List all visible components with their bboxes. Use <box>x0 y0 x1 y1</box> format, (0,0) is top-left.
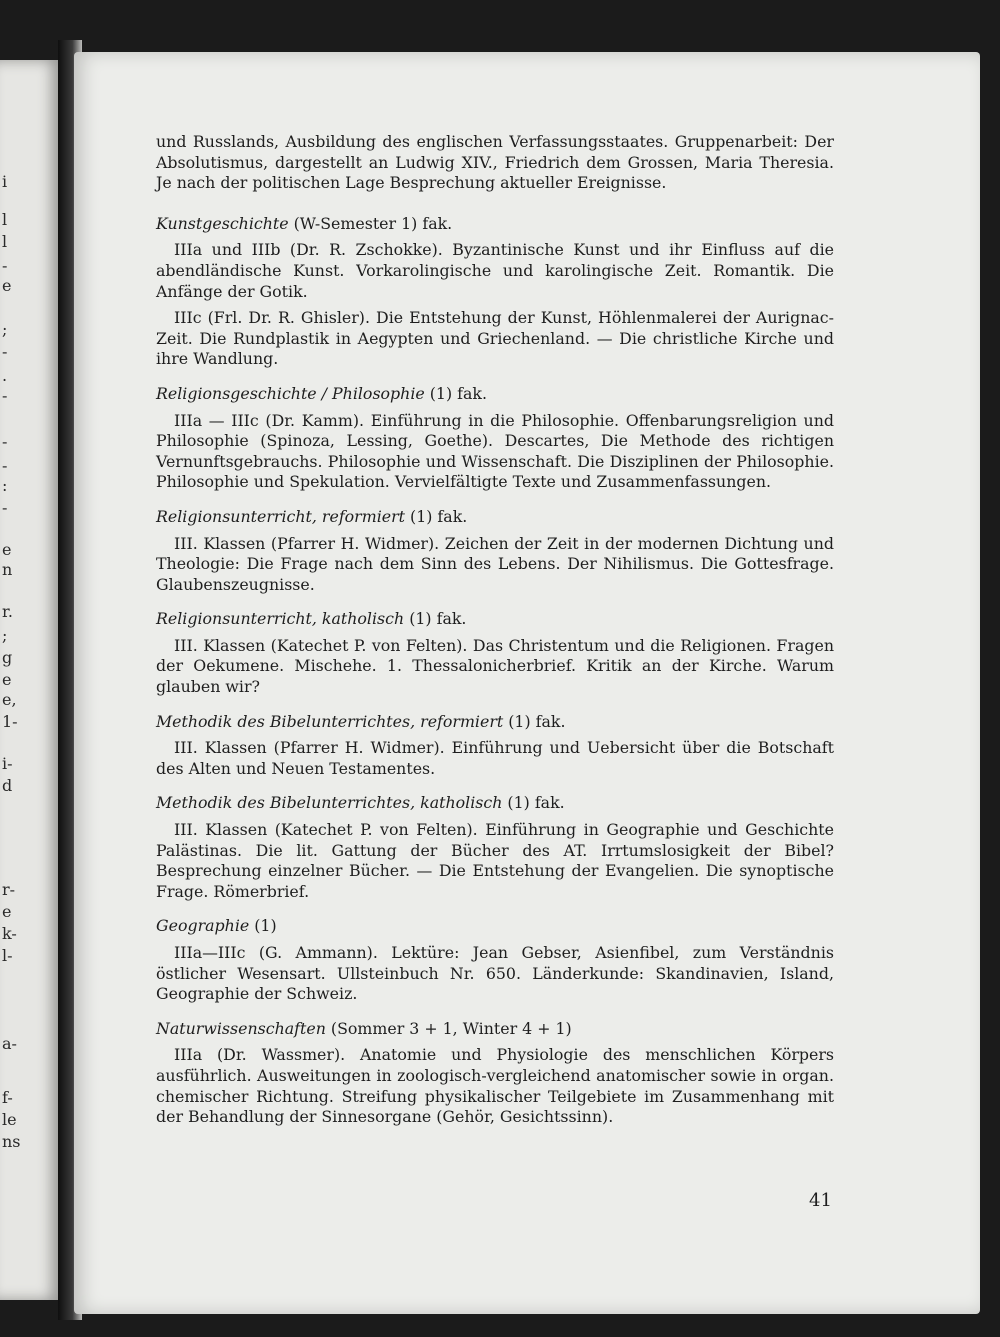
section-title: Religionsgeschichte / Philosophie <box>156 383 425 403</box>
section-naturwissenschaften <box>156 1019 834 1128</box>
section-methodik-reformiert <box>156 712 834 780</box>
section-geographie <box>156 916 834 1004</box>
section-title-suffix: (1) fak. <box>502 793 565 813</box>
section-heading <box>156 384 834 405</box>
section-religionsunterricht-reformiert <box>156 507 834 595</box>
section-paragraph: III. Klassen (Pfarrer H. Widmer). Einführung und Uebersicht über die Botschaft des Alten und Neuen Testamentes. <box>156 738 834 778</box>
section-title-suffix: (W-Semester 1) fak. <box>288 213 453 233</box>
section-kunstgeschichte <box>156 214 834 370</box>
section-paragraph: IIIa (Dr. Wassmer). Anatomie und Physiologie des menschlichen Körpers ausführlich. Ausweitungen in zoologisch-vergleichend anatomischer sowie in organ. chemischer Richtung. Streifung physikalischer Teilgebiete im Zusammenhang mit der Behandlung der Sinnesorgane (Gehör, Gesichtssinn). <box>156 1045 834 1127</box>
left-fragment: r. <box>2 602 13 621</box>
section-paragraph: IIIc (Frl. Dr. R. Ghisler). Die Entstehung der Kunst, Höhlenmalerei der Aurignac-Zeit. Die Rundplastik in Aegypten und Griechenland. — Die christliche Kirche und ihre Wandlung. <box>156 308 834 369</box>
section-title: Methodik des Bibelunterrichtes, katholisch <box>156 793 503 813</box>
left-fragment: e, <box>2 690 17 709</box>
left-fragment: : <box>2 476 8 495</box>
left-fragment: l- <box>2 946 13 965</box>
left-fragment: - <box>2 342 8 361</box>
page-text-column <box>156 132 834 1142</box>
section-paragraph: III. Klassen (Pfarrer H. Widmer). Zeichen der Zeit in der modernen Dichtung und Theologie: Die Frage nach dem Sinn des Lebens. Der Nihilismus. Die Gottesfrage. Glaubenszeugnisse. <box>156 533 834 594</box>
left-fragment: l <box>2 232 8 251</box>
left-fragment: r- <box>2 880 16 899</box>
section-heading <box>156 712 834 733</box>
section-heading <box>156 793 834 814</box>
section-heading <box>156 507 834 528</box>
section-heading <box>156 916 834 937</box>
section-title: Geographie <box>156 916 250 936</box>
section-title-suffix: (1) fak. <box>404 609 467 629</box>
section-title: Religionsunterricht, katholisch <box>156 609 405 629</box>
left-fragment: 1- <box>2 712 18 731</box>
section-heading <box>156 214 834 235</box>
left-fragment: - <box>2 498 8 517</box>
left-fragment: d <box>2 776 13 795</box>
left-fragment: f- <box>2 1088 13 1107</box>
section-title-suffix: (1) fak. <box>424 383 488 403</box>
left-fragment: n <box>2 560 13 579</box>
section-title: Kunstgeschichte <box>156 213 289 233</box>
left-fragment: - <box>2 456 8 475</box>
left-fragment: a- <box>2 1034 17 1053</box>
left-fragment: g <box>2 648 13 667</box>
section-heading <box>156 609 834 630</box>
section-religionsgeschichte-philosophie <box>156 384 834 493</box>
left-fragment: . <box>2 366 8 385</box>
section-paragraph: III. Klassen (Katechet P. von Felten). Einführung in Geographie und Geschichte Palästinas. Die lit. Gattung der Bücher des AT. Irrtumslosigkeit der Bibel? Besprechung einzelner Bücher. — Die Entstehung der Evangelien. Die synoptische Frage. Römerbrief. <box>156 820 834 901</box>
left-fragment: e <box>2 670 12 689</box>
section-methodik-katholisch <box>156 793 834 902</box>
section-religionsunterricht-katholisch <box>156 609 834 697</box>
section-paragraph: IIIa—IIIc (G. Ammann). Lektüre: Jean Gebser, Asienfibel, zum Verständnis östlicher Wesensart. Ullsteinbuch Nr. 650. Länderkunde: Skandinavien, Island, Geographie der Schweiz. <box>156 943 834 1004</box>
intro-paragraph: und Russlands, Ausbildung des englischen Verfassungsstaates. Gruppenarbeit: Der Absolutismus, dargestellt an Ludwig XIV., Friedrich dem Grossen, Maria Theresia. Je nach der politischen Lage Besprechung aktueller Ereignisse. <box>156 132 834 193</box>
left-fragment: e <box>2 902 12 921</box>
section-title-suffix: (1) fak. <box>405 506 468 526</box>
left-fragment: k- <box>2 924 17 943</box>
left-fragment: e <box>2 276 12 295</box>
section-paragraph: IIIa — IIIc (Dr. Kamm). Einführung in die Philosophie. Offenbarungsreligion und Philosophie (Spinoza, Lessing, Goethe). Descartes, Die Methode des richtigen Vernunftsgebrauchs. Philosophie und Wissenschaft. Die Disziplinen der Philosophie. Philosophie und Spekulation. Vervielfältigte Texte und Zusammenfassungen. <box>156 410 834 492</box>
left-fragment: i <box>2 172 8 191</box>
left-fragment: ; <box>2 320 8 339</box>
right-page <box>74 52 980 1314</box>
left-fragment: - <box>2 432 8 451</box>
left-page-edge <box>0 60 62 1300</box>
section-title-suffix: (Sommer 3 + 1, Winter 4 + 1) <box>325 1018 572 1038</box>
section-title: Religionsunterricht, reformiert <box>156 506 406 526</box>
page-number: 41 <box>809 1190 832 1211</box>
left-fragment: e <box>2 540 12 559</box>
left-fragment: - <box>2 386 8 405</box>
left-fragment: ns <box>2 1132 21 1151</box>
section-paragraph: III. Klassen (Katechet P. von Felten). Das Christentum und die Religionen. Fragen der Oekumene. Mischehe. 1. Thessalonicherbrief. Kritik an der Kirche. Warum glauben wir? <box>156 635 834 697</box>
left-fragment: ; <box>2 626 8 645</box>
section-paragraph: IIIa und IIIb (Dr. R. Zschokke). Byzantinische Kunst und ihr Einfluss auf die abendländische Kunst. Vorkarolingische und karolingische Zeit. Romantik. Die Anfänge der Gotik. <box>156 240 834 301</box>
section-title: Naturwissenschaften <box>156 1018 326 1038</box>
section-title-suffix: (1) fak. <box>503 711 566 731</box>
left-fragment: i- <box>2 754 13 773</box>
left-fragment: - <box>2 256 8 275</box>
section-title: Methodik des Bibelunterrichtes, reformiert <box>156 711 504 731</box>
left-fragment: l <box>2 210 8 229</box>
section-title-suffix: (1) <box>249 916 277 936</box>
section-heading <box>156 1019 834 1040</box>
left-fragment: le <box>2 1110 17 1129</box>
